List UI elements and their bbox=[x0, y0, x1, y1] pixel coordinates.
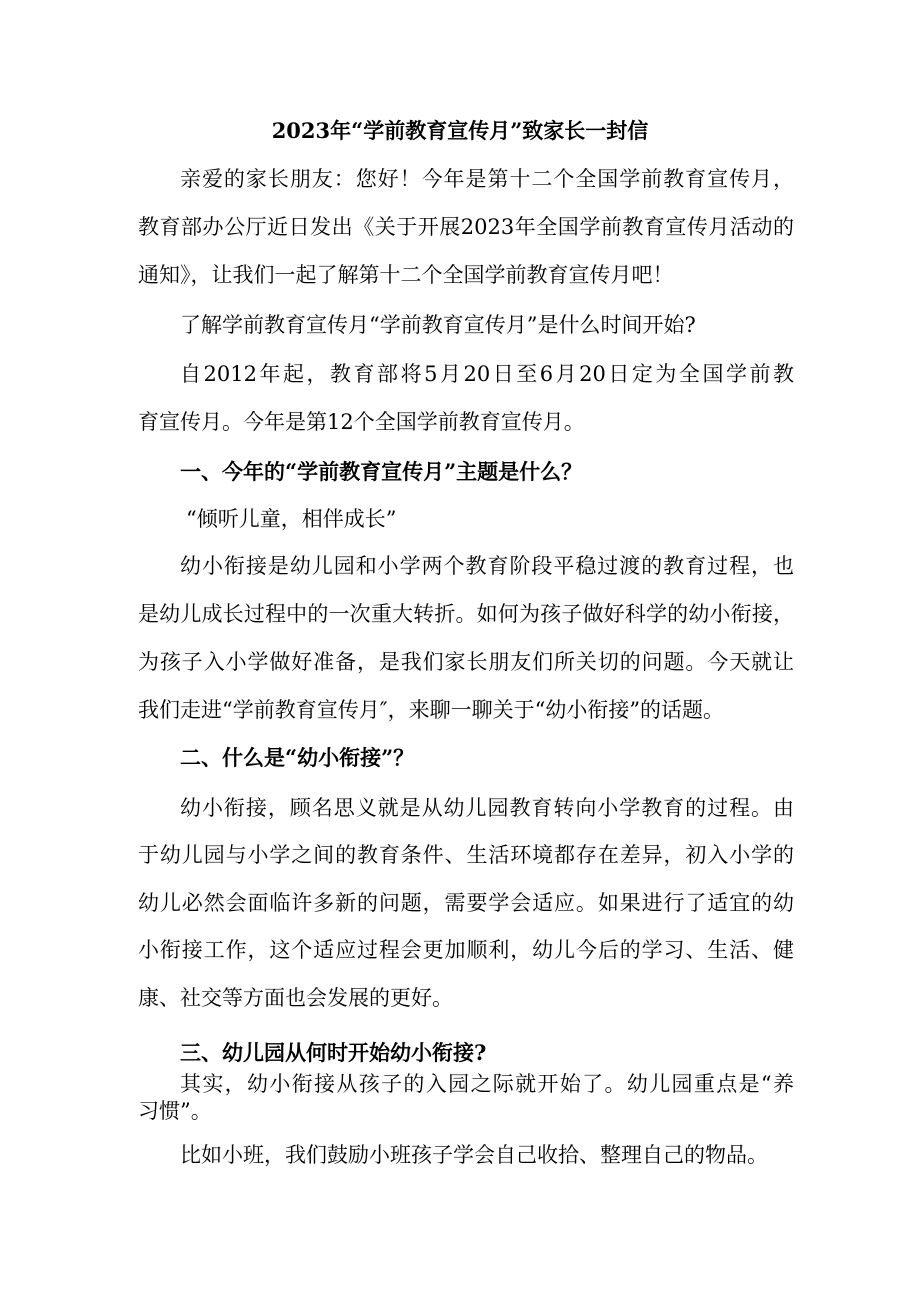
paragraph-line: 我们走进“学前教育宣传月″，来聊一聊关于“幼小衔接”的话题。 bbox=[138, 698, 725, 722]
paragraph-line: 康、社交等方面也会发展的更好。 bbox=[138, 986, 453, 1010]
paragraph-line: 了解学前教育宣传月“学前教育宣传月”是什么时间开始? bbox=[180, 313, 696, 337]
paragraph-line: 幼儿必然会面临许多新的问题，需要学会适应。如果进行了适宜的幼 bbox=[138, 891, 794, 915]
section-heading-1: 一、今年的“学前教育宣传月”主题是什么？ bbox=[180, 459, 583, 484]
paragraph-line: 自2012年起，教育部将5月20日至6月20日定为全国学前教 bbox=[180, 362, 794, 386]
paragraph-line: 小衔接工作，这个适应过程会更加顺利，幼儿今后的学习、生活、健 bbox=[138, 938, 794, 962]
paragraph-line: 教育部办公厅近日发出《关于开展2023年全国学前教育宣传月活动的 bbox=[138, 215, 794, 239]
paragraph-line: 育宣传月。今年是第12个全国学前教育宣传月。 bbox=[138, 410, 585, 434]
paragraph-line: 是幼儿成长过程中的一次重大转折。如何为孩子做好科学的幼小衔接， bbox=[138, 602, 794, 626]
paragraph-line: 习惯”。 bbox=[138, 1099, 212, 1123]
section-heading-3: 三、幼儿园从何时开始幼小衔接? bbox=[180, 1040, 487, 1065]
paragraph-line: 于幼儿园与小学之间的教育条件、生活环境都存在差异，初入小学的 bbox=[138, 843, 794, 867]
paragraph-line: 其实，幼小衔接从孩子的入园之际就开始了。幼儿园重点是“养 bbox=[180, 1072, 794, 1096]
paragraph-line: 亲爱的家长朋友：您好！今年是第十二个全国学前教育宣传月， bbox=[180, 167, 794, 191]
paragraph-line: 幼小衔接，顾名思义就是从幼儿园教育转向小学教育的过程。由 bbox=[180, 796, 794, 820]
letter-title: 2023年“学前教育宣传月”致家长一封信 bbox=[271, 118, 649, 143]
theme-quote: “倾听儿童，相伴成长” bbox=[186, 507, 397, 531]
paragraph-line: 幼小衔接是幼儿园和小学两个教育阶段平稳过渡的教育过程，也 bbox=[180, 554, 794, 578]
paragraph-line: 为孩子入小学做好准备，是我们家长朋友们所关切的问题。今天就让 bbox=[138, 650, 794, 674]
paragraph-line: 通知》，让我们一起了解第十二个全国学前教育宣传月吧！ bbox=[138, 263, 674, 287]
paragraph-line: 比如小班，我们鼓励小班孩子学会自己收拾、整理自己的物品。 bbox=[180, 1143, 768, 1167]
section-heading-2: 二、什么是“幼小衔接”？ bbox=[180, 745, 415, 770]
